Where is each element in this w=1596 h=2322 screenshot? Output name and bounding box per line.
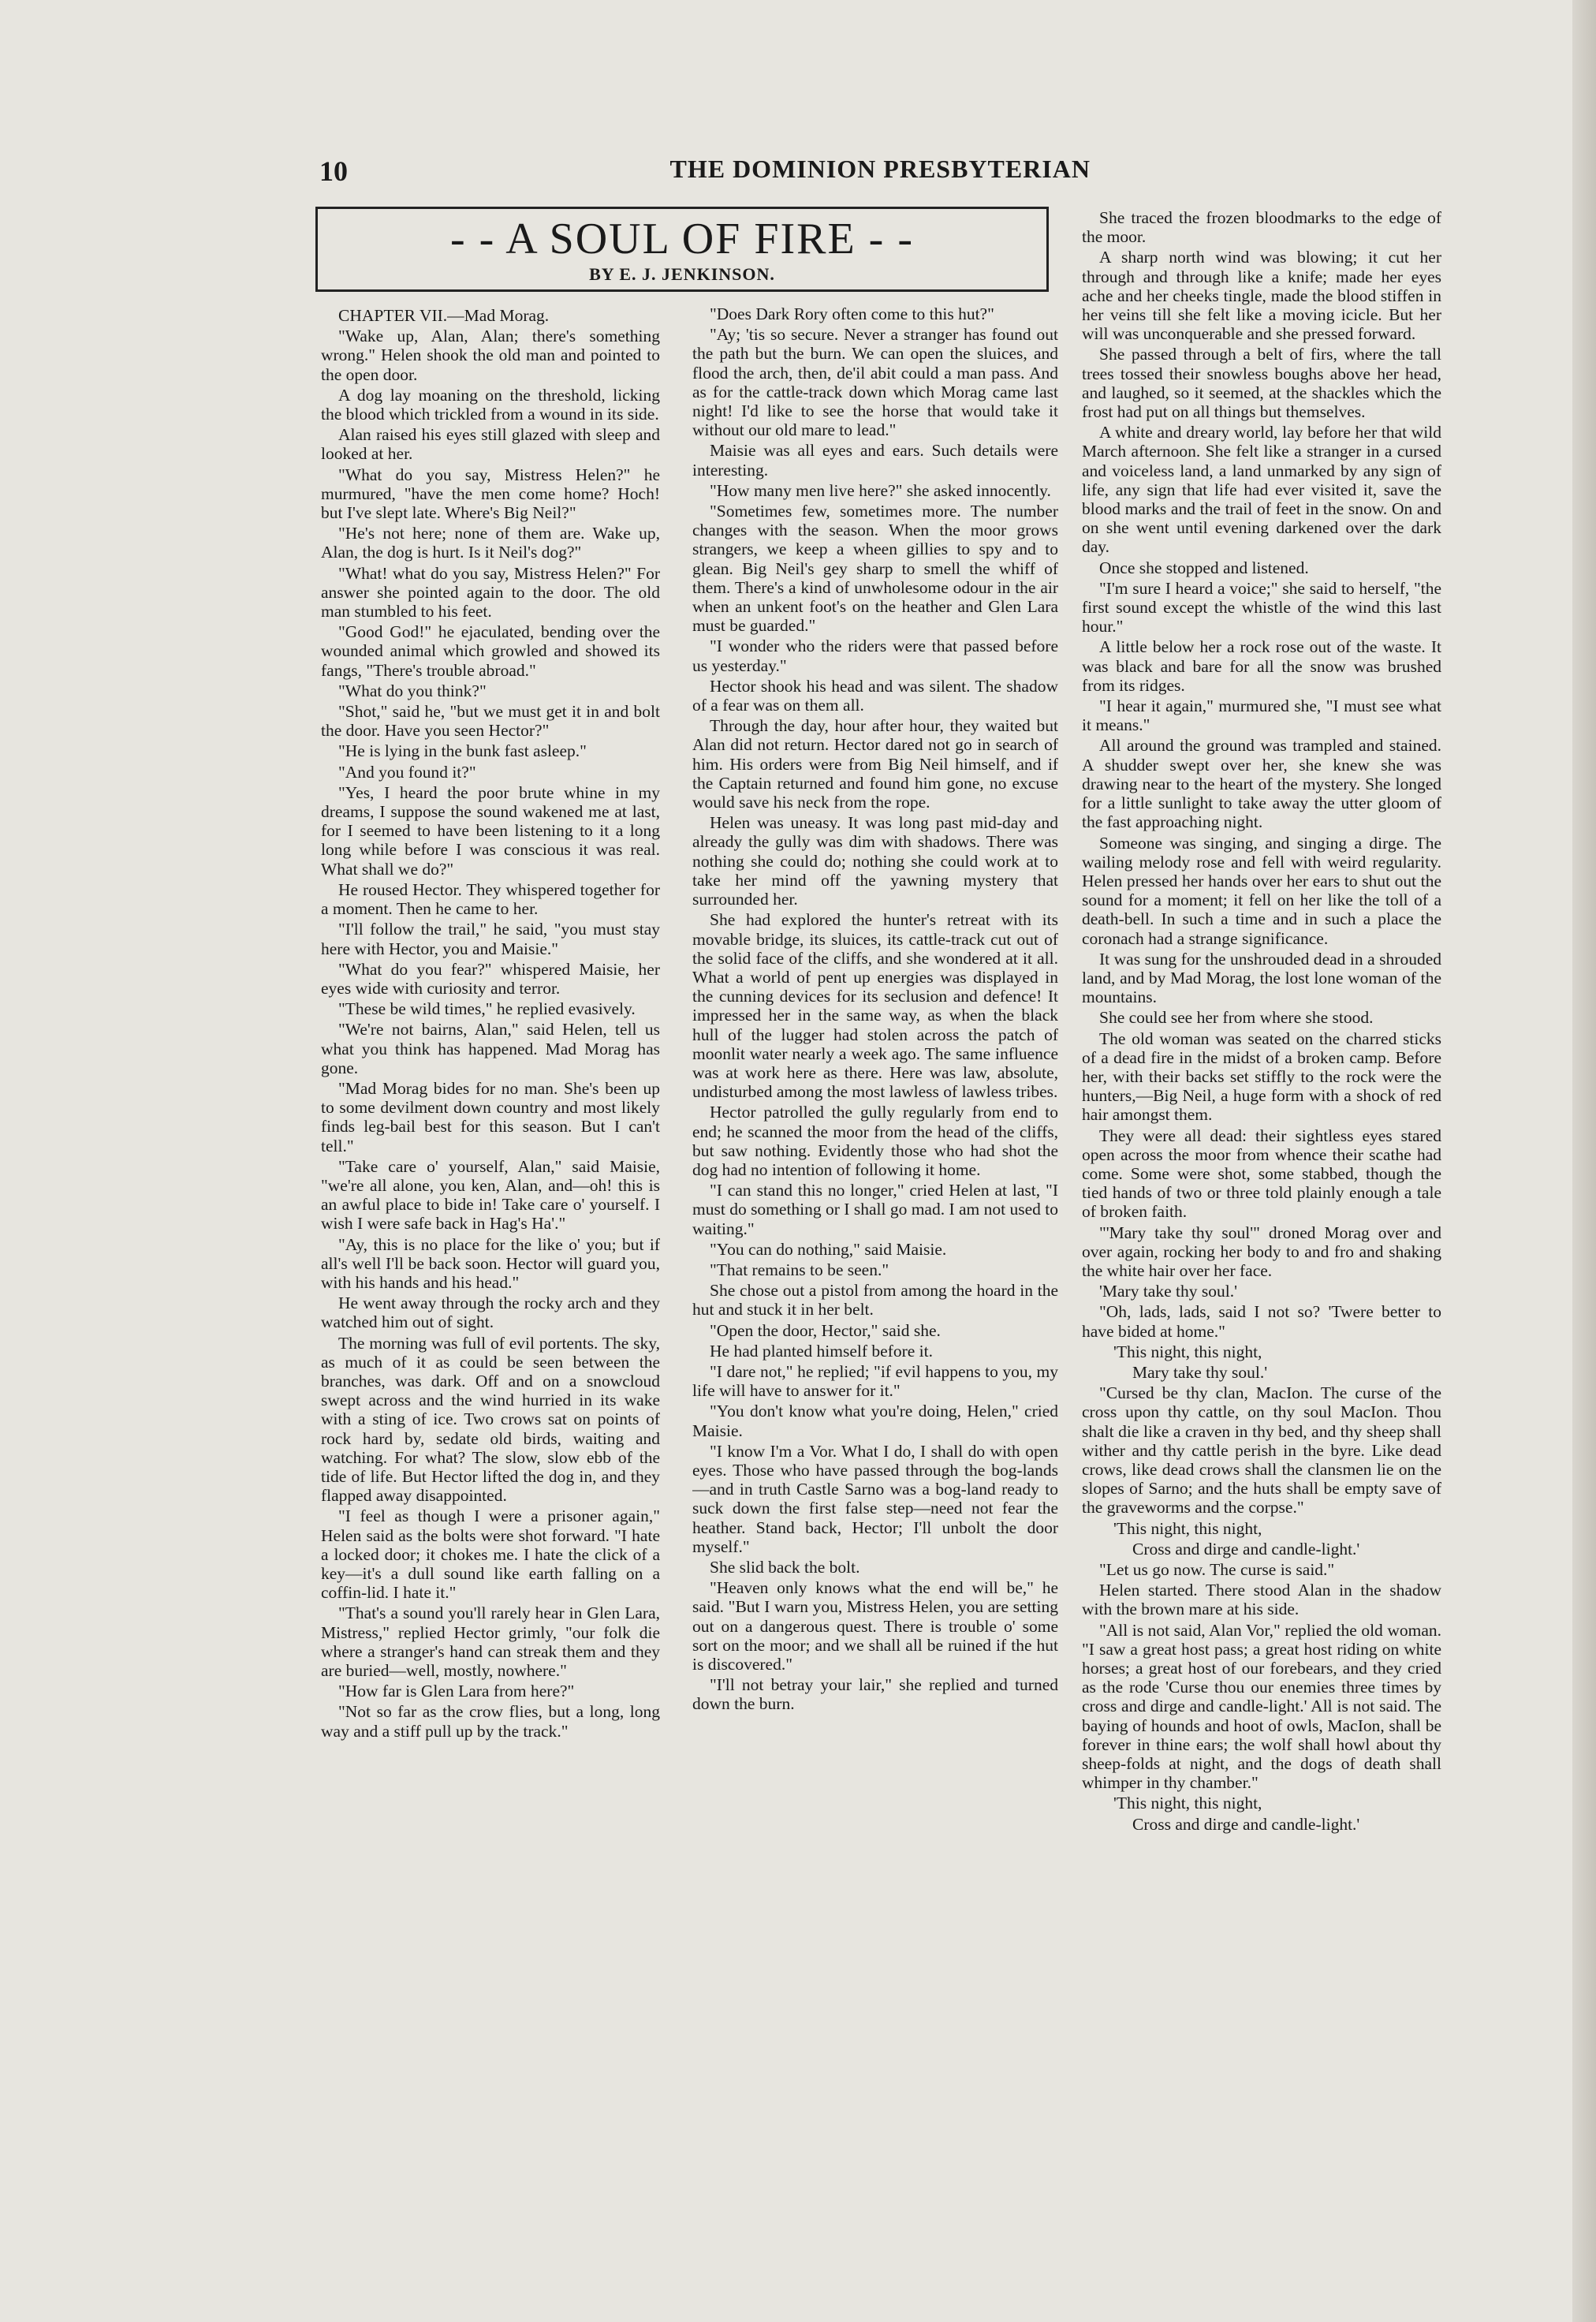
paragraph: 'This night, this night, <box>1113 1794 1262 1813</box>
paragraph: "He's not here; none of them are. Wake up, Alan, the dog is hurt. Is it Neil's dog?" <box>321 524 660 562</box>
paragraph: "Not so far as the crow flies, but a long, long way and a stiff pull up by the track." <box>321 1702 660 1741</box>
paragraph: "Does Dark Rory often come to this hut?" <box>710 304 994 323</box>
paragraph: All around the ground was trampled and stained. A shudder swept over her, she knew she was drawing near to the heart of the mystery. She longed for a little sunlight to take away the utter gloom of the fast approaching night. <box>1082 736 1441 832</box>
paragraph: "He is lying in the bunk fast asleep." <box>338 741 587 761</box>
paragraph: "I feel as though I were a prisoner again," Helen said as the bolts were shot forward. "I hate a locked door; it chokes me. I hate the click of a key—it's a dull sound like earth falling on a coffin-lid. I hate it." <box>321 1506 660 1603</box>
story-byline: BY E. J. JENKINSON. <box>589 264 775 284</box>
paragraph: He had planted himself before it. <box>710 1341 933 1361</box>
paragraph: "Let us go now. The curse is said." <box>1099 1560 1335 1580</box>
paragraph: "What do you think?" <box>338 681 487 700</box>
paragraph: They were all dead: their sightless eyes stared open across the moor from whence their scathe had come. Some were shot, some stabbed, though the tied hands of two or three told plainly enough a tale of broken faith. <box>1082 1126 1441 1222</box>
story-title-box <box>315 207 1049 292</box>
newspaper-title: THE DOMINION PRESBYTERIAN <box>669 155 1091 183</box>
paragraph: 'Mary take thy soul.' <box>1099 1282 1237 1301</box>
paragraph: "I hear it again," murmured she, "I must see what it means." <box>1082 696 1441 735</box>
paragraph: The old woman was seated on the charred sticks of a dead fire in the midst of a broken camp. Before her, with their backs set stiffly to the rock were the hunters,—Big Neil, a huge form with a shock of red hair amongst them. <box>1082 1028 1441 1125</box>
paragraph: A white and dreary world, lay before her that wild March afternoon. She felt like a stranger in a cursed and voiceless land, a land unmarked by any sign of life, any sign that life had ever visited it, save the blood marks and the trail of feet in the snow. On and on she went until evening darkened over the dark day. <box>1082 423 1441 557</box>
story-title: - - A SOUL OF FIRE - - <box>450 215 914 263</box>
paragraph: Hector shook his head and was silent. The shadow of a fear was on them all. <box>692 676 1058 715</box>
paragraph: "How many men live here?" she asked innocently. <box>710 480 1051 500</box>
paragraph: "I'll not betray your lair," she replied and turned down the burn. <box>692 1675 1058 1714</box>
text-column-3 <box>1082 208 1441 2196</box>
paragraph: "These be wild times," he replied evasively. <box>338 999 636 1019</box>
paragraph: "How far is Glen Lara from here?" <box>338 1682 575 1701</box>
paragraph: "We're not bairns, Alan," said Helen, tell us what you think has happened. Mad Morag has gone. <box>321 1020 660 1077</box>
paragraph: Hector patrolled the gully regularly from end to end; he scanned the moor from the head of the cliffs, but saw nothing. Evidently those who had shot the dog had no intention of following it home. <box>692 1103 1058 1179</box>
paragraph: "What do you say, Mistress Helen?" he murmured, "have the men come home? Hoch! but I've slept late. Where's Big Neil?" <box>321 465 660 523</box>
paragraph: "Sometimes few, sometimes more. The number changes with the season. When the moor grows strangers, we keep a wheen gillies to spy and to glean. Big Neil's gey sharp to smell the whiff of them. There's a kind of unwholesome odour in the air when an unkent foot's on the heather and Glen Lara must be guarded." <box>692 502 1058 636</box>
paragraph: He roused Hector. They whispered together for a moment. Then he came to her. <box>321 879 660 919</box>
paragraph: "I wonder who the riders were that passed before us yesterday." <box>692 636 1058 675</box>
paragraph: She traced the frozen bloodmarks to the edge of the moor. <box>1082 208 1441 247</box>
paragraph: "Oh, lads, lads, said I not so? 'Twere better to have bided at home." <box>1082 1302 1441 1341</box>
paragraph: Helen was uneasy. It was long past mid-day and already the gully was dim with shadows. There was nothing she could do; nothing she could work at to take her mind off the yawning mystery that surrounded her. <box>692 813 1058 909</box>
paragraph: Through the day, hour after hour, they waited but Alan did not return. Hector dared not go in search of him. His orders were from Big Neil himself, and if the Captain returned and found him gone, no excuse would save his neck from the rope. <box>692 716 1058 812</box>
paragraph: Alan raised his eyes still glazed with sleep and looked at her. <box>321 425 660 464</box>
paragraph: Cross and dirge and candle-light.' <box>1132 1814 1360 1834</box>
paragraph: She could see her from where she stood. <box>1099 1008 1374 1028</box>
paragraph: She had explored the hunter's retreat with its movable bridge, its sluices, its cattle-track cut out of the solid face of the cliffs, and she wondered at it all. What a world of pent up energies was displayed in the cunning devices for its seclusion and defence! It impressed her in the same way, as when the black hull of the lugger had stolen across the patch of moonlit water nearly a week ago. The same influence was at work here as there. Here was law, absolute, undisturbed among the most lawless of lawless tribes. <box>692 910 1058 1102</box>
paragraph: A dog lay moaning on the threshold, licking the blood which trickled from a wound in its side. <box>321 385 660 424</box>
paragraph: 'This night, this night, <box>1113 1342 1262 1361</box>
paragraph: Helen started. There stood Alan in the shadow with the brown mare at his side. <box>1082 1581 1441 1619</box>
paragraph: "I'll follow the trail," he said, "you must stay here with Hector, you and Maisie." <box>321 920 660 958</box>
paragraph: "Cursed be thy clan, MacIon. The curse of the cross upon thy cattle, on thy soul MacIon. Thou shalt die like a craven in thy bed, and thy sheep shall wither and thy cattle perish in the byre. Like dead crows, like dead crows shall the clansmen lie on the slopes of Sarno; and the huts shall be empty save of the graveworms and the corpse." <box>1082 1383 1441 1518</box>
paragraph: She chose out a pistol from among the hoard in the hut and stuck it in her belt. <box>692 1281 1058 1320</box>
page-header <box>319 155 1091 194</box>
paragraph: A little below her a rock rose out of the waste. It was black and bare for all the snow was brushed from its ridges. <box>1082 637 1441 695</box>
paragraph: A sharp north wind was blowing; it cut her through and through like a knife; made her eyes ache and her cheeks tingle, made the blood stiffen in her veins till she felt like a moving icicle. But her will was unconquerable and she pressed forward. <box>1082 248 1441 344</box>
paragraph: "Mad Morag bides for no man. She's been up to some devilment down country and most likely finds leg-bail best for this season. But I can't tell." <box>321 1078 660 1155</box>
paragraph: "Ay; 'tis so secure. Never a stranger has found out the path but the burn. We can open the sluices, and flood the arch, then, de'il abit could a man pass. And as for the cattle-track down which Morag came last night! I'd like to see the horse that would take it without our old mare to lead." <box>692 325 1058 440</box>
paragraph: Cross and dirge and candle-light.' <box>1132 1539 1360 1559</box>
paragraph: "You can do nothing," said Maisie. <box>710 1239 947 1259</box>
paragraph: She slid back the bolt. <box>710 1558 860 1577</box>
paragraph: Once she stopped and listened. <box>1099 558 1309 577</box>
paragraph: The morning was full of evil portents. The sky, as much of it as could be seen between the branches, was dark. Off and on a snowcloud swept across and the wind hurried in its wake with a sting of ice. Two crows sat on points of rock hard by, sedate old birds, waiting and watching. For what? The slow, slow ebb of the tide of life. But Hector lifted the dog in, and they flapped away disappointed. <box>321 1333 660 1506</box>
paragraph: "That remains to be seen." <box>710 1260 889 1279</box>
paragraph: "All is not said, Alan Vor," replied the old woman. "I saw a great host pass; a great host riding on white horses; a great host of our forebears, and they cried as the rode 'Curse thou our enemies three times by cross and dirge and candle-light.' All is not said. The baying of hounds and hoot of owls, MacIon, shall be forever in thine ears; the wolf shall howl about thy sheep-folds at night, and the dogs of death shall whimper in thy chamber." <box>1082 1620 1441 1793</box>
text-column-2 <box>692 304 1058 2158</box>
text-column-1 <box>321 306 660 2144</box>
paragraph: "'Mary take thy soul'" droned Morag over and over again, rocking her body to and fro and shaking the white hair over her face. <box>1082 1223 1441 1280</box>
paragraph: She passed through a belt of firs, where the tall trees tossed their snowless boughs above her head, and laughed, so it seemed, at the shackles which the frost had put on all things but themselves. <box>1082 345 1441 422</box>
paragraph: "You don't know what you're doing, Helen," cried Maisie. <box>692 1402 1058 1440</box>
paragraph: "Take care o' yourself, Alan," said Maisie, "we're all alone, you ken, Alan, and—oh! this is an awful place to bide in! Take care o' yourself. I wish I were safe back in Hag's Ha'." <box>321 1156 660 1234</box>
paragraph: He went away through the rocky arch and they watched him out of sight. <box>321 1294 660 1332</box>
paragraph: "Ay, this is no place for the like o' you; but if all's well I'll be back soon. Hector will guard you, with his hands and his head." <box>321 1234 660 1292</box>
paragraph: "I can stand this no longer," cried Helen at last, "I must do something or I shall go mad. I am not used to waiting." <box>692 1181 1058 1238</box>
paragraph: "Heaven only knows what the end will be," he said. "But I warn you, Mistress Helen, you are setting out on a dangerous quest. There is trouble o' some sort on the moor; and we shall all be ruined if the hut is discovered." <box>692 1578 1058 1674</box>
paragraph: "Wake up, Alan, Alan; there's something wrong." Helen shook the old man and pointed to the open door. <box>321 327 660 384</box>
page-edge <box>1572 0 1596 2322</box>
paragraph: "Good God!" he ejaculated, bending over the wounded animal which growled and showed its fangs, "There's trouble abroad." <box>321 622 660 680</box>
page-number: 10 <box>319 155 348 187</box>
paragraph: It was sung for the unshrouded dead in a shrouded land, and by Mad Morag, the lost lone woman of the mountains. <box>1082 949 1441 1007</box>
paragraph: CHAPTER VII.—Mad Morag. <box>338 306 550 325</box>
paragraph: "I'm sure I heard a voice;" she said to herself, "the first sound except the whistle of the wind this last hour." <box>1082 578 1441 636</box>
paragraph: "Open the door, Hector," said she. <box>710 1320 941 1340</box>
paragraph: "Yes, I heard the poor brute whine in my dreams, I suppose the sound wakened me at last, for I seemed to have been listening to it a long long while before I was conscious it was real. What shall we do?" <box>321 782 660 879</box>
paragraph: 'This night, this night, <box>1113 1518 1262 1538</box>
paragraph: "Shot," said he, "but we must get it in and bolt the door. Have you seen Hector?" <box>321 702 660 741</box>
paragraph: Maisie was all eyes and ears. Such details were interesting. <box>692 441 1058 480</box>
paragraph: "And you found it?" <box>338 762 476 782</box>
paragraph: "What do you fear?" whispered Maisie, her eyes wide with curiosity and terror. <box>321 959 660 998</box>
paragraph: Mary take thy soul.' <box>1132 1362 1268 1382</box>
paragraph: "I dare not," he replied; "if evil happens to you, my life will have to answer for it." <box>692 1361 1058 1401</box>
paragraph: "What! what do you say, Mistress Helen?" For answer she pointed again to the door. The old man stumbled to his feet. <box>321 563 660 622</box>
paragraph: Someone was singing, and singing a dirge. The wailing melody rose and fell with weird regularity. Helen pressed her hands over her ears to shut out the sound for a moment; it fell on her like the toll of a death-bell. In such a time and in such a place the coronach had a strange significance. <box>1082 833 1441 948</box>
paragraph: "That's a sound you'll rarely hear in Glen Lara, Mistress," replied Hector grimly, "our folk die where a stranger's hand can streak them and they are buried—well, mostly, nowhere." <box>321 1603 660 1681</box>
paragraph: "I know I'm a Vor. What I do, I shall do with open eyes. Those who have passed through the bog-lands—and in truth Castle Sarno was a bog-land ready to suck down the first false step—need not fear the heather. Stand back, Hector; I'll unbolt the door myself." <box>692 1441 1058 1556</box>
